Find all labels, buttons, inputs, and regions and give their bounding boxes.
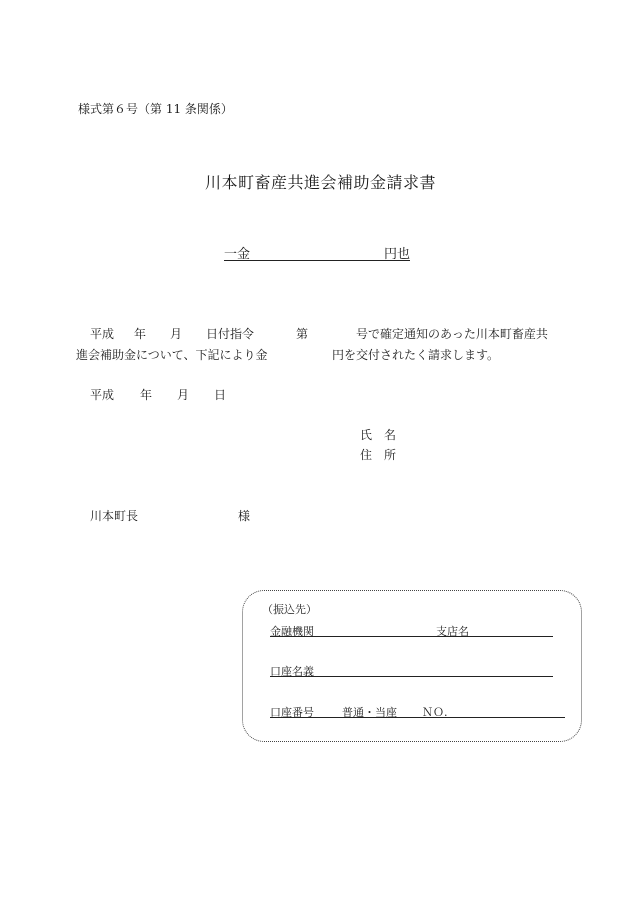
applicant-name-label: 氏 名	[360, 428, 397, 442]
date-year: 年	[140, 388, 153, 402]
request-date-ref: 日付指令	[206, 327, 255, 341]
request-line2-end: 円を交付されたく請求します。	[332, 348, 500, 362]
account-number-label: 口座番号	[270, 706, 314, 719]
addressee-name: 川本町長	[90, 509, 139, 523]
account-type: 普通・当座	[342, 706, 397, 719]
request-year: 年	[134, 327, 147, 341]
account-name-label: 口座名義	[270, 665, 314, 678]
amount-suffix: 円也	[383, 247, 410, 262]
request-line1-end: 号で確定通知のあった川本町畜産共	[356, 327, 548, 341]
request-era: 平成	[90, 327, 115, 341]
request-dai: 第	[296, 327, 309, 341]
document-title: 川本町畜産共進会補助金請求書	[205, 173, 437, 192]
date-day: 日	[214, 388, 227, 402]
request-line2-start: 進会補助金について、下記により金	[76, 348, 268, 362]
applicant-address-label: 住 所	[360, 448, 397, 462]
date-era: 平成	[90, 388, 115, 402]
bank-institution-label: 金融機関	[270, 625, 314, 638]
addressee-honorific: 様	[238, 509, 251, 523]
bank-header: （振込先）	[262, 603, 317, 616]
account-number-field[interactable]	[270, 703, 565, 718]
form-number: 様式第６号（第 11 条関係）	[78, 102, 233, 116]
bank-branch-label: 支店名	[436, 625, 469, 638]
amount-field[interactable]	[224, 243, 410, 261]
date-month: 月	[177, 388, 190, 402]
account-no-label: ＮＯ.	[422, 706, 448, 719]
amount-prefix: 一金	[224, 247, 251, 262]
request-month: 月	[170, 327, 183, 341]
